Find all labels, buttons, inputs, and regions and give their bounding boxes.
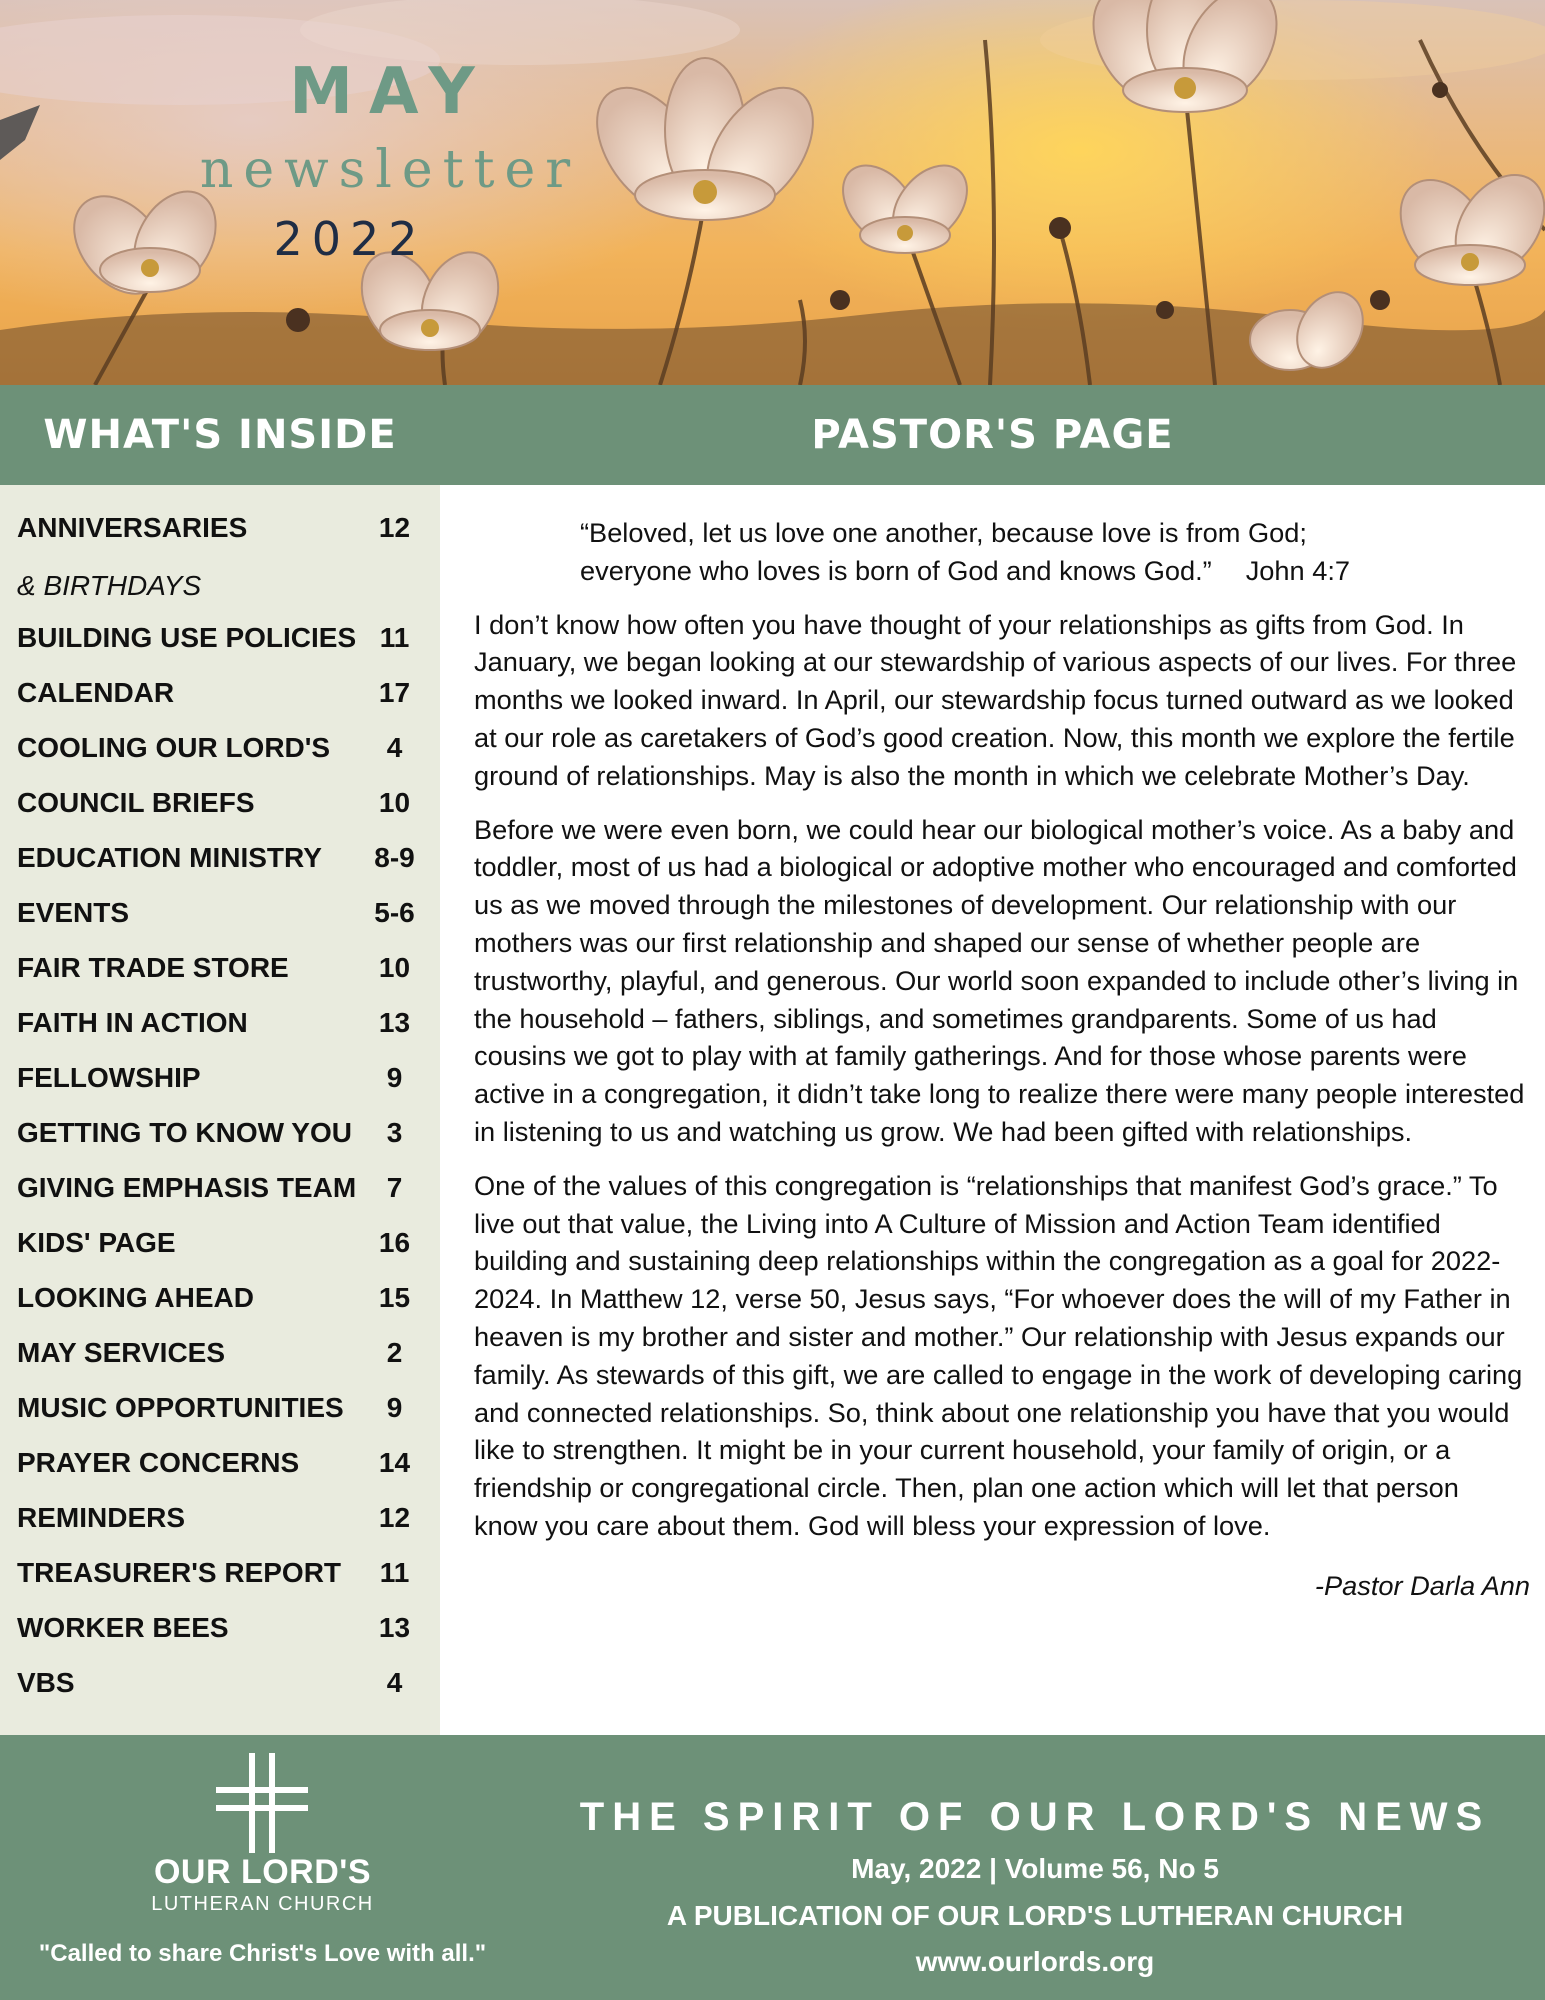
church-subtitle: LUTHERAN CHURCH	[151, 1893, 374, 1915]
toc-item-page: 4	[386, 1667, 403, 1698]
toc-item-label: FAITH IN ACTION	[17, 1007, 248, 1038]
toc-item-page: 2	[386, 1337, 403, 1368]
toc-item[interactable]	[17, 1337, 422, 1377]
toc-item-page: 9	[386, 1062, 403, 1093]
toc-item-label: COUNCIL BRIEFS	[17, 787, 255, 818]
toc-item-page: 9	[386, 1392, 403, 1423]
toc-item[interactable]	[17, 1227, 422, 1267]
toc-item[interactable]	[17, 1612, 422, 1652]
verse-line	[580, 552, 1526, 590]
toc-item-label: TREASURER'S REPORT	[17, 1557, 342, 1588]
toc-item-page: 13	[378, 1007, 411, 1038]
toc-item-page: 11	[379, 1557, 410, 1588]
toc-item[interactable]	[17, 842, 422, 882]
toc-item-label: REMINDERS	[17, 1502, 186, 1533]
toc-item[interactable]	[17, 677, 422, 717]
toc-item-page: 10	[378, 787, 411, 818]
masthead-word: newsletter	[199, 140, 581, 200]
toc-item-label: FELLOWSHIP	[17, 1062, 201, 1093]
publication-issue: May, 2022 | Volume 56, No 5	[851, 1853, 1219, 1884]
toc-item[interactable]	[17, 622, 422, 662]
toc-item-page: 5-6	[374, 897, 415, 928]
whats-inside-title: WHAT'S INSIDE	[43, 412, 397, 458]
toc-item-label: MAY SERVICES	[17, 1337, 226, 1368]
toc-item[interactable]	[17, 1282, 422, 1322]
publication-publisher: A PUBLICATION OF OUR LORD'S LUTHERAN CHURCH	[666, 1900, 1404, 1931]
toc-item[interactable]	[17, 952, 422, 992]
toc-item-label: COOLING OUR LORD'S	[17, 732, 331, 763]
header-banner	[0, 0, 1545, 385]
letter-paragraph: I don’t know how often you have thought of your relationships as gifts from God. In January, we began looking at our stewardship of various aspects of our lives. For three months we looked inward. In April, our stewardship focus turned outward as we looked at our role as caretakers of God’s good creation. Now, this month we explore the fertile ground of relationships. May is also the month in which we celebrate Mother’s Day.	[474, 608, 1517, 791]
toc-item-page: 7	[386, 1172, 403, 1203]
verse-text: everyone who loves is born of God and knows God.”	[580, 554, 1212, 586]
toc-item-label: EVENTS	[17, 897, 130, 928]
toc-item-page: 16	[378, 1227, 411, 1258]
toc-item-sublabel: & BIRTHDAYS	[17, 570, 202, 601]
toc-item[interactable]	[17, 1172, 422, 1212]
toc-item[interactable]	[17, 1007, 422, 1047]
toc-item-label: VBS	[17, 1667, 75, 1698]
toc-item-page: 12	[378, 512, 411, 543]
toc-item[interactable]	[17, 897, 422, 937]
pastors-page-title: PASTOR'S PAGE	[811, 412, 1174, 458]
toc-item[interactable]	[17, 1447, 422, 1487]
toc-item-page: 15	[378, 1282, 411, 1313]
toc-item[interactable]	[17, 1062, 422, 1102]
church-name: OUR LORD'S	[153, 1853, 372, 1891]
toc-item[interactable]	[17, 1667, 422, 1707]
toc-item-page: 3	[386, 1117, 403, 1148]
toc-item-label: MUSIC OPPORTUNITIES	[17, 1392, 344, 1423]
publication-title: THE SPIRIT OF OUR LORD'S NEWS	[579, 1795, 1491, 1839]
toc-item-page: 8-9	[374, 842, 415, 873]
toc-item[interactable]	[17, 732, 422, 772]
verse-line: “Beloved, let us love one another, because love is from God;	[580, 517, 1307, 548]
toc-item-page: 11	[379, 622, 410, 653]
scripture-verse	[580, 514, 1526, 590]
table-of-contents	[0, 485, 440, 1735]
pastor-signature: -Pastor Darla Ann	[1314, 1569, 1530, 1601]
toc-item-page: 14	[378, 1447, 411, 1478]
toc-item-label: EDUCATION MINISTRY	[17, 842, 322, 873]
toc-item[interactable]	[17, 1502, 422, 1542]
toc-item-label: CALENDAR	[17, 677, 175, 708]
masthead-year: 2022	[273, 212, 427, 266]
toc-item-label: GETTING TO KNOW YOU	[17, 1117, 352, 1148]
letter-paragraph: Before we were even born, we could hear our biological mother’s voice. As a baby and toddler, most of us had a biological or adoptive mother who encouraged and comforted us as we moved through the milestones of development. Our relationship with our mothers was our first relationship and shaped our sense of whether people are trustworthy, playful, and generous. Our world soon expanded to include other’s living in the household – fathers, siblings, and sometimes grandparents. Some of us had cousins we got to play with at family gatherings. And for those whose parents were active in a congregation, it didn’t take long to realize there were many people interested in listening to us and watching us grow. We had been gifted with relationships.	[474, 813, 1525, 1147]
masthead-month: MAY	[289, 55, 491, 129]
toc-item-label: WORKER BEES	[17, 1612, 229, 1643]
website-link[interactable]: www.ourlords.org	[915, 1946, 1155, 1977]
toc-item[interactable]	[17, 787, 422, 827]
toc-item-page: 4	[386, 732, 403, 763]
pastors-letter	[474, 500, 1530, 1730]
section-header-bar	[0, 385, 1545, 485]
toc-item-page: 10	[378, 952, 411, 983]
toc-item-label: ANNIVERSARIES	[17, 512, 248, 543]
toc-item-label: BUILDING USE POLICIES	[17, 622, 357, 653]
toc-item-label: LOOKING AHEAD	[17, 1282, 254, 1313]
letter-paragraph: One of the values of this congregation is “relationships that manifest God’s grace.” To live out that value, the Living into A Culture of Mission and Action Team identified building and sustaining deep relationships within the congregation as a goal for 2022-2024. In Matthew 12, verse 50, Jesus says, “For whoever does the will of my Father in heaven is my brother and sister and mother.” Our relationship with Jesus expands our family. As stewards of this gift, we are called to engage in the work of developing caring and connected relationships. So, think about one relationship you have that you would like to strengthen. It might be in your current household, your family of origin, or a friendship or congregational circle. Then, plan one action which will let that person know you care about them. God will bless your expression of love.	[474, 1169, 1523, 1541]
toc-item[interactable]	[17, 1392, 422, 1432]
toc-item[interactable]	[17, 1117, 422, 1157]
cross-icon	[212, 1753, 312, 1853]
toc-item-page: 17	[378, 677, 411, 708]
toc-item[interactable]	[17, 512, 422, 552]
toc-item-page: 13	[378, 1612, 411, 1643]
toc-item[interactable]	[17, 1557, 422, 1597]
verse-reference: John 4:7	[1245, 554, 1351, 586]
toc-item-label: KIDS' PAGE	[17, 1227, 176, 1258]
footer	[0, 1735, 1545, 2000]
toc-item-label: FAIR TRADE STORE	[17, 952, 289, 983]
toc-item-page: 12	[378, 1502, 411, 1533]
toc-item-label: GIVING EMPHASIS TEAM	[17, 1172, 357, 1203]
church-motto: "Called to share Christ's Love with all."	[38, 1940, 487, 1967]
toc-item-label: PRAYER CONCERNS	[17, 1447, 300, 1478]
